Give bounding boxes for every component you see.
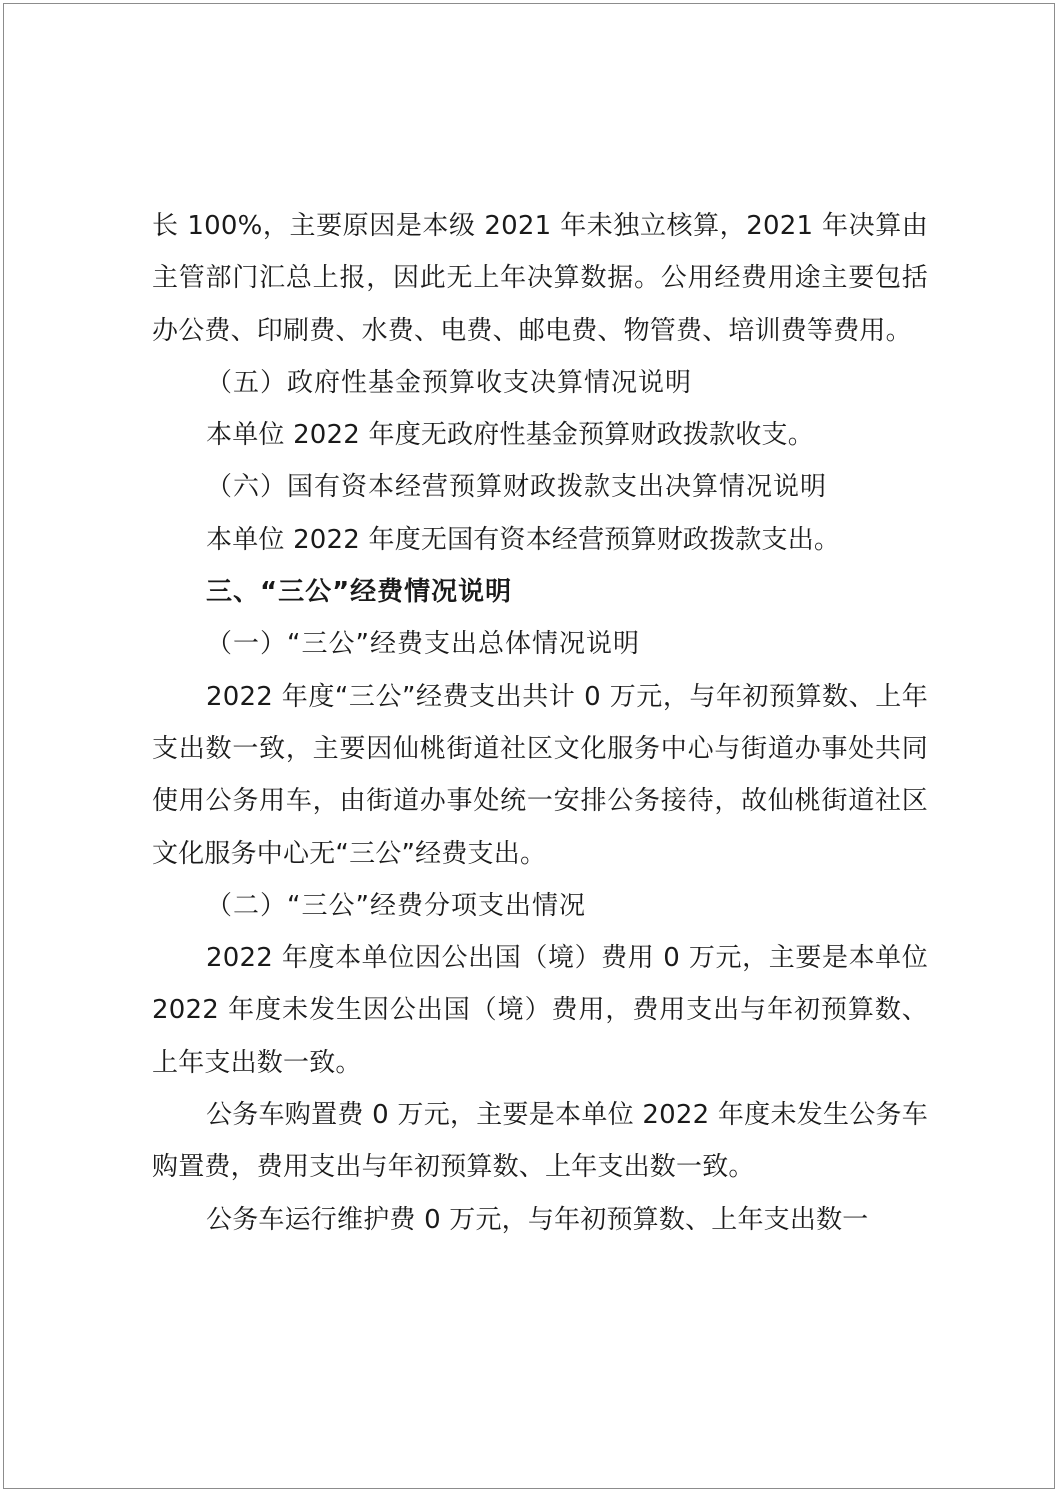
heading-three-public-expenses: 三、“三公”经费情况说明 (206, 577, 513, 608)
heading-state-capital: （六）国有资本经营预算财政拨款支出决算情况说明 (206, 472, 828, 503)
paragraph-government-fund: 本单位 2022 年度无政府性基金预算财政拨款收支。 (206, 420, 814, 451)
heading-three-public-itemized: （二）“三公”经费分项支出情况 (206, 890, 586, 921)
paragraph-vehicle-purchase: 公务车购置费 0 万元，主要是本单位 2022 年度未发生公务车购置费，费用支出与年初预算数、上年支出数一致。 (152, 1100, 928, 1183)
paragraph-overseas-travel: 2022 年度本单位因公出国（境）费用 0 万元，主要是本单位 2022 年度未发生因公出国（境）费用，费用支出与年初预算数、上年支出数一致。 (152, 943, 928, 1078)
heading-government-fund: （五）政府性基金预算收支决算情况说明 (206, 367, 693, 398)
paragraph-public-expense-usage: 长 100%，主要原因是本级 2021 年未独立核算，2021 年决算由主管部门汇总上报，因此无上年决算数据。公用经费用途主要包括办公费、印刷费、水费、电费、邮电费、物管费、培训费等费用。 (152, 211, 928, 346)
paragraph-state-capital: 本单位 2022 年度无国有资本经营预算财政拨款支出。 (206, 524, 841, 555)
paragraph-three-public-overall: 2022 年度“三公”经费支出共计 0 万元，与年初预算数、上年支出数一致，主要因仙桃街道社区文化服务中心与街道办事处共同使用公务用车，由街道办事处统一安排公务接待，故仙桃街道社区文化服务中心无“三公”经费支出。 (152, 681, 928, 869)
document-page (3, 3, 1055, 1489)
heading-three-public-overall: （一）“三公”经费支出总体情况说明 (206, 629, 640, 660)
document-body (152, 200, 928, 1246)
paragraph-vehicle-maintenance: 公务车运行维护费 0 万元，与年初预算数、上年支出数一 (206, 1204, 869, 1235)
